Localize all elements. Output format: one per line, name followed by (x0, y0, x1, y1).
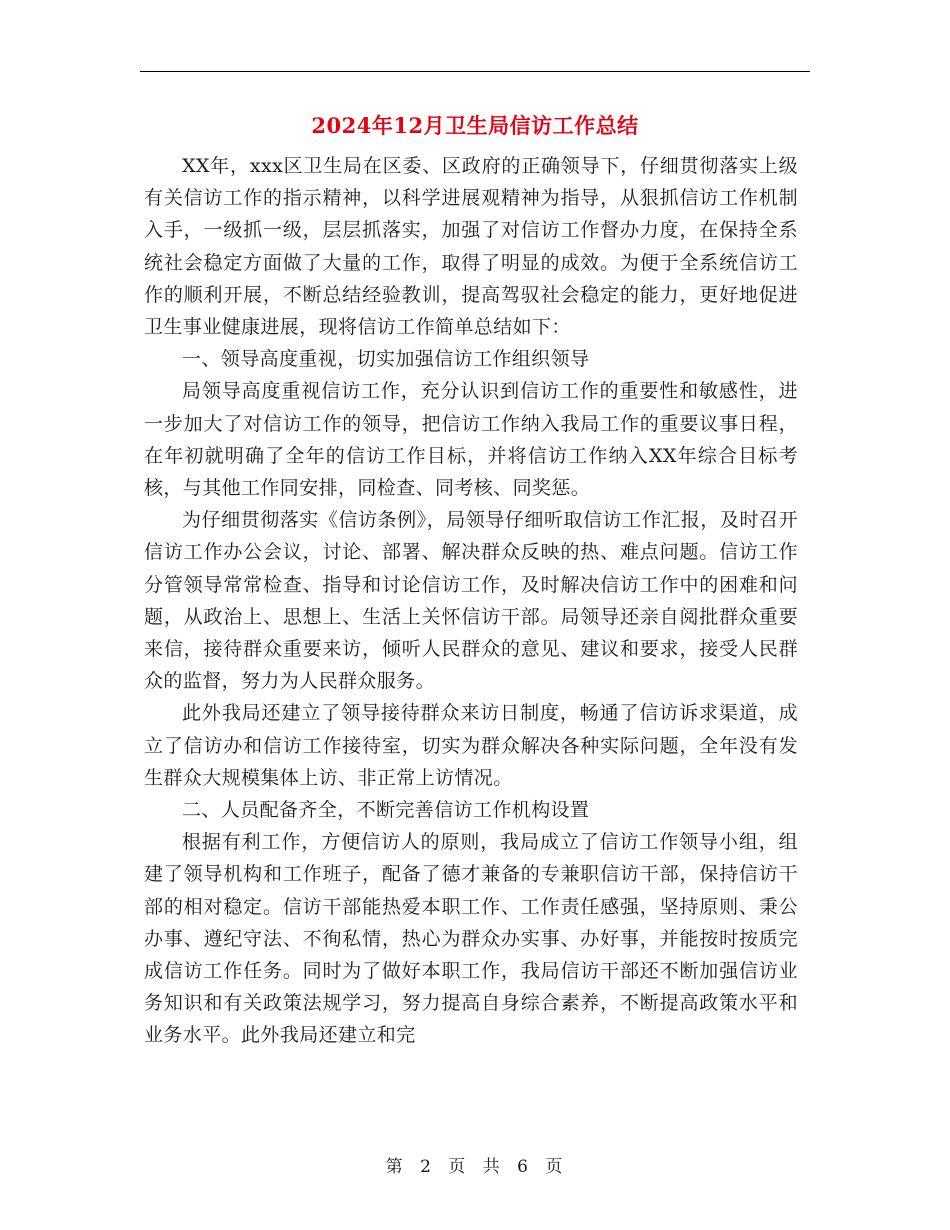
footer-total-prefix: 共 (482, 1157, 502, 1177)
paragraph-intro: XX年，xxx区卫生局在区委、区政府的正确领导下，仔细贯彻落实上级有关信访工作的指示精神，以科学进展观精神为指导，从狠抓信访工作机制入手，一级抓一级，层层抓落实，加强了对信访工作督办力度，在保持全系统社会稳定方面做了大量的工作，取得了明显的成效。为便于全系统信访工作的顺利开展，不断总结经验教训，提高驾驭社会稳定的能力，更好地促进卫生事业健康进展，现将信访工作简单总结如下： (144, 155, 798, 339)
page-footer (0, 1152, 950, 1177)
document-title: 2024年12月卫生局信访工作总结 (311, 113, 639, 138)
footer-suffix: 页 (545, 1157, 565, 1177)
section-heading-1: 一、领导高度重视，切实加强信访工作组织领导 (182, 348, 590, 371)
footer-current-page: 2 (420, 1157, 433, 1177)
header-rule (140, 71, 810, 72)
document-body (144, 150, 798, 1052)
footer-page-word: 页 (448, 1157, 468, 1177)
section-heading-2: 二、人员配备齐全，不断完善信访工作机构设置 (182, 799, 590, 822)
footer-prefix: 第 (385, 1157, 405, 1177)
paragraph-staffing: 根据有利工作，方便信访人的原则，我局成立了信访工作领导小组，组建了领导机构和工作班子，配备了德才兼备的专兼职信访干部，保持信访干部的相对稳定。信访干部能热爱本职工作、工作责任感强，坚持原则、秉公办事、遵纪守法、不徇私情，热心为群众办实事、办好事，并能按时按质完成信访工作任务。同时为了做好本职工作，我局信访干部还不断加强信访业务知识和有关政策法规学习，努力提高自身综合素养，不断提高政策水平和业务水平。此外我局还建立和完 (144, 831, 798, 1047)
footer-total-pages: 6 (517, 1157, 530, 1177)
paragraph-leadership: 局领导高度重视信访工作，充分认识到信访工作的重要性和敏感性，进一步加大了对信访工作的领导，把信访工作纳入我局工作的重要议事日程，在年初就明确了全年的信访工作目标，并将信访工作纳入XX年综合目标考核，与其他工作同安排，同检查、同考核、同奖惩。 (144, 380, 798, 500)
paragraph-regulations: 为仔细贯彻落实《信访条例》，局领导仔细听取信访工作汇报，及时召开信访工作办公会议，讨论、部署、解决群众反映的热、难点问题。信访工作分管领导常常检查、指导和讨论信访工作，及时解决信访工作中的困难和问题，从政治上、思想上、生活上关怀信访干部。局领导还亲自阅批群众重要来信，接待群众重要来访，倾听人民群众的意见、建议和要求，接受人民群众的监督，努力为人民群众服务。 (144, 509, 798, 693)
paragraph-reception-system: 此外我局还建立了领导接待群众来访日制度，畅通了信访诉求渠道，成立了信访办和信访工作接待室，切实为群众解决各种实际问题，全年没有发生群众大规模集体上访、非正常上访情况。 (144, 702, 798, 789)
